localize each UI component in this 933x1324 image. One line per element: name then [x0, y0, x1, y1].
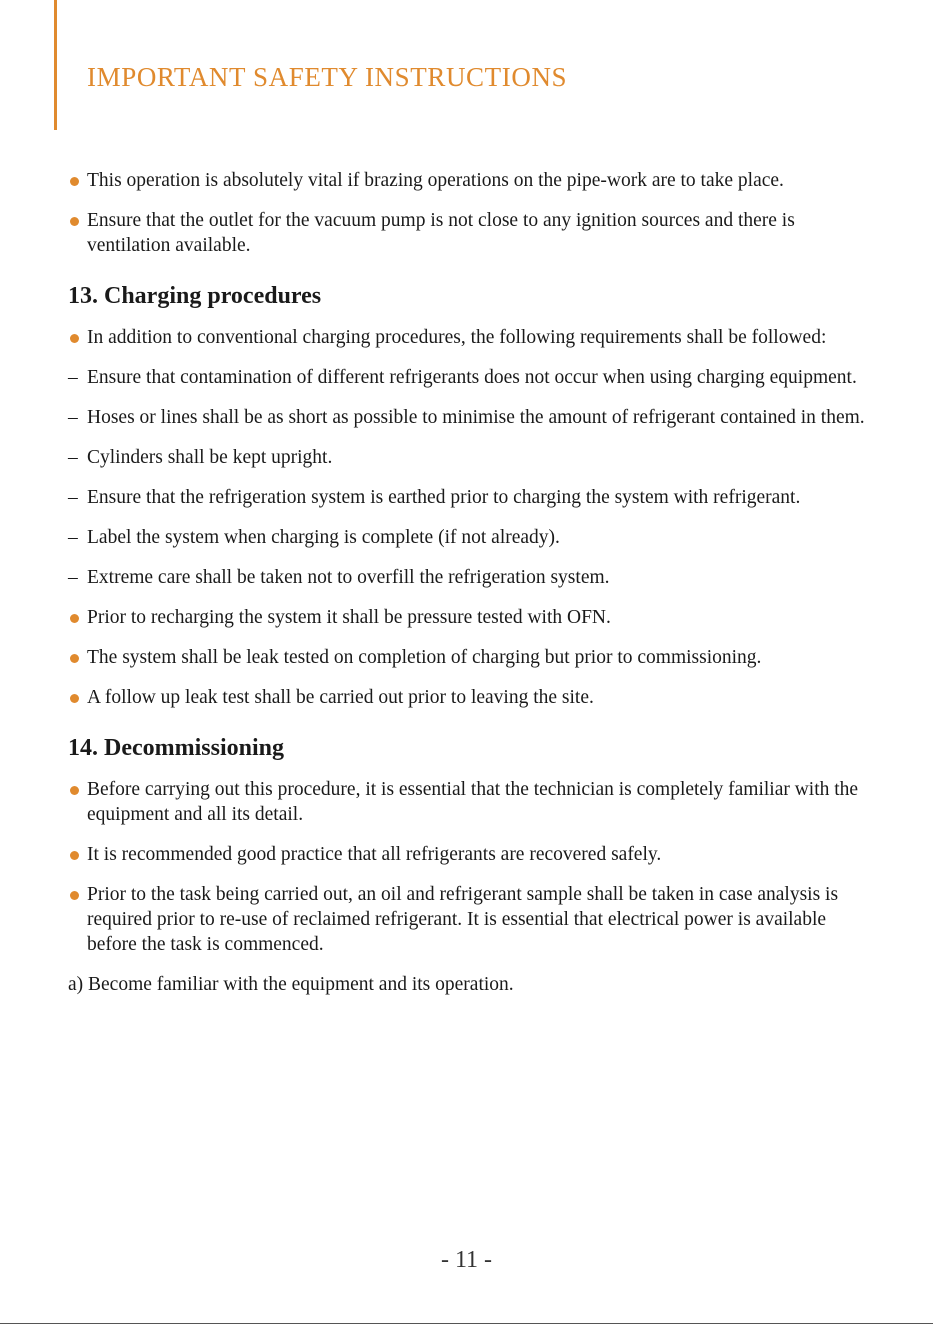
- item-text: Label the system when charging is complete (if not already).: [87, 527, 560, 548]
- section-heading-charging: 13. Charging procedures: [68, 283, 322, 309]
- bullet-dot-icon: [70, 694, 79, 703]
- page-content: [68, 168, 880, 1012]
- bullet-item: [68, 325, 880, 350]
- dash-item: [68, 525, 880, 550]
- item-text: Hoses or lines shall be as short as possible to minimise the amount of refrigerant contained in them.: [87, 407, 865, 428]
- bullet-item: [68, 882, 880, 957]
- text-item: [68, 972, 880, 997]
- item-text: Before carrying out this procedure, it is essential that the technician is completely familiar with the equipment and all its detail.: [87, 779, 859, 825]
- bullet-item: [68, 168, 880, 193]
- decommissioning-list: [68, 777, 880, 997]
- item-text: This operation is absolutely vital if brazing operations on the pipe-work are to take place.: [87, 170, 784, 191]
- dash-mark: –: [68, 487, 78, 508]
- dash-mark: –: [68, 527, 78, 548]
- bullet-dot-icon: [70, 177, 79, 186]
- bullet-dot-icon: [70, 614, 79, 623]
- item-text: In addition to conventional charging procedures, the following requirements shall be followed:: [87, 327, 827, 348]
- intro-list: [68, 168, 880, 258]
- bullet-dot-icon: [70, 786, 79, 795]
- page-header-title: IMPORTANT SAFETY INSTRUCTIONS: [87, 62, 568, 92]
- bullet-dot-icon: [70, 217, 79, 226]
- item-text: Cylinders shall be kept upright.: [87, 447, 333, 468]
- item-text: Prior to recharging the system it shall be pressure tested with OFN.: [87, 607, 611, 628]
- item-text: A follow up leak test shall be carried out prior to leaving the site.: [87, 687, 594, 708]
- bullet-dot-icon: [70, 334, 79, 343]
- section-heading-decommissioning: 14. Decommissioning: [68, 735, 284, 761]
- dash-item: [68, 485, 880, 510]
- bullet-item: [68, 777, 880, 827]
- dash-item: [68, 365, 880, 390]
- bullet-dot-icon: [70, 654, 79, 663]
- bullet-item: [68, 842, 880, 867]
- item-text: Extreme care shall be taken not to overfill the refrigeration system.: [87, 567, 610, 588]
- bullet-dot-icon: [70, 851, 79, 860]
- item-text: Ensure that the outlet for the vacuum pump is not close to any ignition sources and there is ventilation available.: [87, 210, 795, 256]
- bullet-item: [68, 208, 880, 258]
- dash-mark: –: [68, 567, 78, 588]
- bullet-item: [68, 645, 880, 670]
- bullet-dot-icon: [70, 891, 79, 900]
- header-accent-bar: [54, 0, 57, 130]
- bullet-item: [68, 605, 880, 630]
- bullet-item: [68, 685, 880, 710]
- page-number: - 11 -: [440, 1247, 493, 1273]
- item-text: a) Become familiar with the equipment and its operation.: [68, 974, 514, 995]
- item-text: It is recommended good practice that all refrigerants are recovered safely.: [87, 844, 662, 865]
- dash-item: [68, 405, 880, 430]
- dash-mark: –: [68, 447, 78, 468]
- item-text: The system shall be leak tested on completion of charging but prior to commissioning.: [87, 647, 762, 668]
- dash-mark: –: [68, 407, 78, 428]
- charging-list: [68, 325, 880, 710]
- item-text: Ensure that contamination of different refrigerants does not occur when using charging equipment.: [87, 367, 857, 388]
- dash-mark: –: [68, 367, 78, 388]
- item-text: Prior to the task being carried out, an oil and refrigerant sample shall be taken in case analysis is required prior to re-use of reclaimed refrigerant. It is essential that electrical power is available before the task is commenced.: [87, 884, 839, 955]
- dash-item: [68, 445, 880, 470]
- item-text: Ensure that the refrigeration system is earthed prior to charging the system with refrigerant.: [87, 487, 801, 508]
- dash-item: [68, 565, 880, 590]
